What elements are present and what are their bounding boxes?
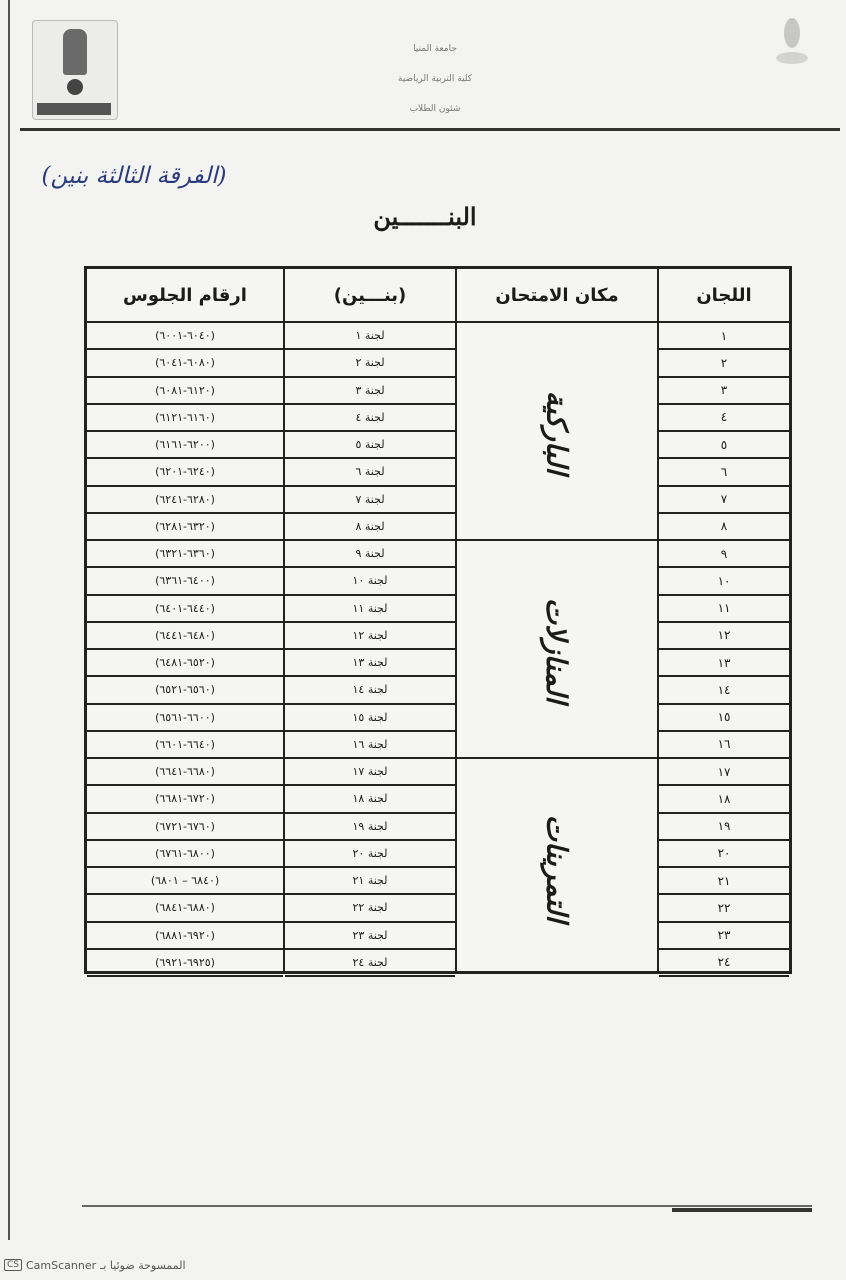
committee-cell: لجنة ٦ xyxy=(285,459,455,486)
seat-range-cell: (٦٦٠٠-٦٥٦١) xyxy=(87,705,283,732)
seat-range-cell: (٦٠٨٠-٦٠٤١) xyxy=(87,350,283,377)
letterhead xyxy=(0,0,846,140)
committee-number-cell: ١ xyxy=(659,323,789,350)
footer-rule-bold xyxy=(672,1208,812,1212)
committee-cell: لجنة ١٩ xyxy=(285,814,455,841)
committee-number-cell: ١٦ xyxy=(659,732,789,759)
logo-drop-icon xyxy=(784,18,800,48)
committee-number-cell: ٢ xyxy=(659,350,789,377)
committee-number-cell: ١٣ xyxy=(659,650,789,677)
header-seats: ارقام الجلوس xyxy=(123,284,247,306)
header-committees: اللجان xyxy=(696,284,752,306)
committee-cell: لجنة ٣ xyxy=(285,378,455,405)
seat-range-cell: (٦٦٤٠-٦٦٠١) xyxy=(87,732,283,759)
committee-cell: لجنة ١٤ xyxy=(285,677,455,704)
committee-number-cell: ٢٣ xyxy=(659,923,789,950)
committee-number-cell: ١٧ xyxy=(659,759,789,786)
seat-range-cell: (٦١٦٠-٦١٢١) xyxy=(87,405,283,432)
seat-range-cell: (٦٥٦٠-٦٥٢١) xyxy=(87,677,283,704)
seat-range-cell: (٦١٢٠-٦٠٨١) xyxy=(87,378,283,405)
header-gender: (بنـــين) xyxy=(333,284,407,306)
committee-cell: لجنة ٩ xyxy=(285,541,455,568)
department-name: شئون الطلاب xyxy=(409,104,461,114)
seat-range-cell: (٦٢٠٠-٦١٦١) xyxy=(87,432,283,459)
location-name: المنازلات xyxy=(540,597,574,703)
committee-number-cell: ١٨ xyxy=(659,786,789,813)
committee-cell: لجنة ٨ xyxy=(285,514,455,541)
institution-lines xyxy=(360,34,510,124)
committee-number-cell: ٢٠ xyxy=(659,841,789,868)
faculty-name: كلية التربية الرياضية xyxy=(397,74,473,84)
committee-number-cell: ٨ xyxy=(659,514,789,541)
seat-range-cell: (٦٣٦٠-٦٣٢١) xyxy=(87,541,283,568)
committee-number-cell: ١٥ xyxy=(659,705,789,732)
committee-number-cell: ٩ xyxy=(659,541,789,568)
committee-number-cell: ١٩ xyxy=(659,814,789,841)
seat-range-cell: (٦٣٢٠-٦٢٨١) xyxy=(87,514,283,541)
seat-range-cell: (٦٩٢٠-٦٨٨١) xyxy=(87,923,283,950)
seat-range-cell: (٦٨٠٠-٦٧٦١) xyxy=(87,841,283,868)
committee-cell: لجنة ٧ xyxy=(285,487,455,514)
committee-cell: لجنة ١١ xyxy=(285,596,455,623)
committee-number-cell: ٢١ xyxy=(659,868,789,895)
committee-cell: لجنة ١٢ xyxy=(285,623,455,650)
committee-cell: لجنة ١٦ xyxy=(285,732,455,759)
committee-number-cell: ١٤ xyxy=(659,677,789,704)
location-name: الباركية xyxy=(540,390,574,474)
page-edge xyxy=(8,0,10,1240)
location-name: التمرينات xyxy=(540,814,574,922)
faculty-logo xyxy=(32,20,118,120)
footer-rule xyxy=(82,1205,812,1207)
committee-cell: لجنة ٢٠ xyxy=(285,841,455,868)
scanner-name: CamScanner xyxy=(26,1258,97,1272)
logo-bust-icon xyxy=(63,29,87,75)
logo-band xyxy=(37,103,111,115)
seat-range-cell: (٦٢٨٠-٦٢٤١) xyxy=(87,487,283,514)
seat-range-cell: (٦٢٤٠-٦٢٠١) xyxy=(87,459,283,486)
location-cell xyxy=(457,323,657,541)
seat-range-cell: (٦٤٤٠-٦٤٠١) xyxy=(87,596,283,623)
seat-range-cell: (٦٩٢٥-٦٩٢١) xyxy=(87,950,283,977)
committee-number-cell: ١٢ xyxy=(659,623,789,650)
scanner-prefix: الممسوحة ضوئيا بـ xyxy=(100,1258,186,1272)
committee-number-cell: ٢٢ xyxy=(659,895,789,922)
logo-ball-icon xyxy=(67,79,83,95)
committee-cell: لجنة ١٧ xyxy=(285,759,455,786)
committee-cell: لجنة ٢٢ xyxy=(285,895,455,922)
committee-cell: لجنة ٢ xyxy=(285,350,455,377)
scanner-footer xyxy=(4,1256,186,1274)
seat-range-cell: (٦٧٢٠-٦٦٨١) xyxy=(87,786,283,813)
header-location: مكان الامتحان xyxy=(495,284,619,306)
committees-table xyxy=(84,266,792,974)
location-cell xyxy=(457,541,657,759)
committee-number-cell: ١٠ xyxy=(659,568,789,595)
location-cell xyxy=(457,759,657,977)
committee-number-cell: ٧ xyxy=(659,487,789,514)
seat-range-cell: (٦٦٨٠-٦٦٤١) xyxy=(87,759,283,786)
committee-number-cell: ٣ xyxy=(659,378,789,405)
committee-number-cell: ٦ xyxy=(659,459,789,486)
seat-range-cell: (٦٥٢٠-٦٤٨١) xyxy=(87,650,283,677)
committee-cell: لجنة ١٨ xyxy=(285,786,455,813)
committee-cell: لجنة ١٠ xyxy=(285,568,455,595)
seat-range-cell: (٦٠٤٠-٦٠٠١) xyxy=(87,323,283,350)
committee-number-cell: ١١ xyxy=(659,596,789,623)
camscanner-icon: CS xyxy=(4,1259,22,1271)
seat-range-cell: (٦٤٠٠-٦٣٦١) xyxy=(87,568,283,595)
header-rule xyxy=(20,128,840,131)
seat-range-cell: (٦٤٨٠-٦٤٤١) xyxy=(87,623,283,650)
seat-range-cell: (٦٨٨٠-٦٨٤١) xyxy=(87,895,283,922)
committee-cell: لجنة ٢٤ xyxy=(285,950,455,977)
seat-range-cell: (٦٧٦٠-٦٧٢١) xyxy=(87,814,283,841)
university-logo xyxy=(772,18,812,78)
committee-number-cell: ٤ xyxy=(659,405,789,432)
seat-range-cell: (٦٨٤٠ – ٦٨٠١) xyxy=(87,868,283,895)
committee-cell: لجنة ٢١ xyxy=(285,868,455,895)
committee-cell: لجنة ٥ xyxy=(285,432,455,459)
page-title: البنـــــــين xyxy=(373,202,477,231)
committee-cell: لجنة ٢٣ xyxy=(285,923,455,950)
committee-number-cell: ٢٤ xyxy=(659,950,789,977)
logo-leaf-icon xyxy=(776,52,808,64)
committee-cell: لجنة ١ xyxy=(285,323,455,350)
committee-cell: لجنة ١٣ xyxy=(285,650,455,677)
handwritten-note: (الفرقة الثالثة بنين) xyxy=(41,163,227,189)
committee-number-cell: ٥ xyxy=(659,432,789,459)
university-name: جامعة المنيا xyxy=(413,44,457,54)
committee-cell: لجنة ١٥ xyxy=(285,705,455,732)
committee-cell: لجنة ٤ xyxy=(285,405,455,432)
